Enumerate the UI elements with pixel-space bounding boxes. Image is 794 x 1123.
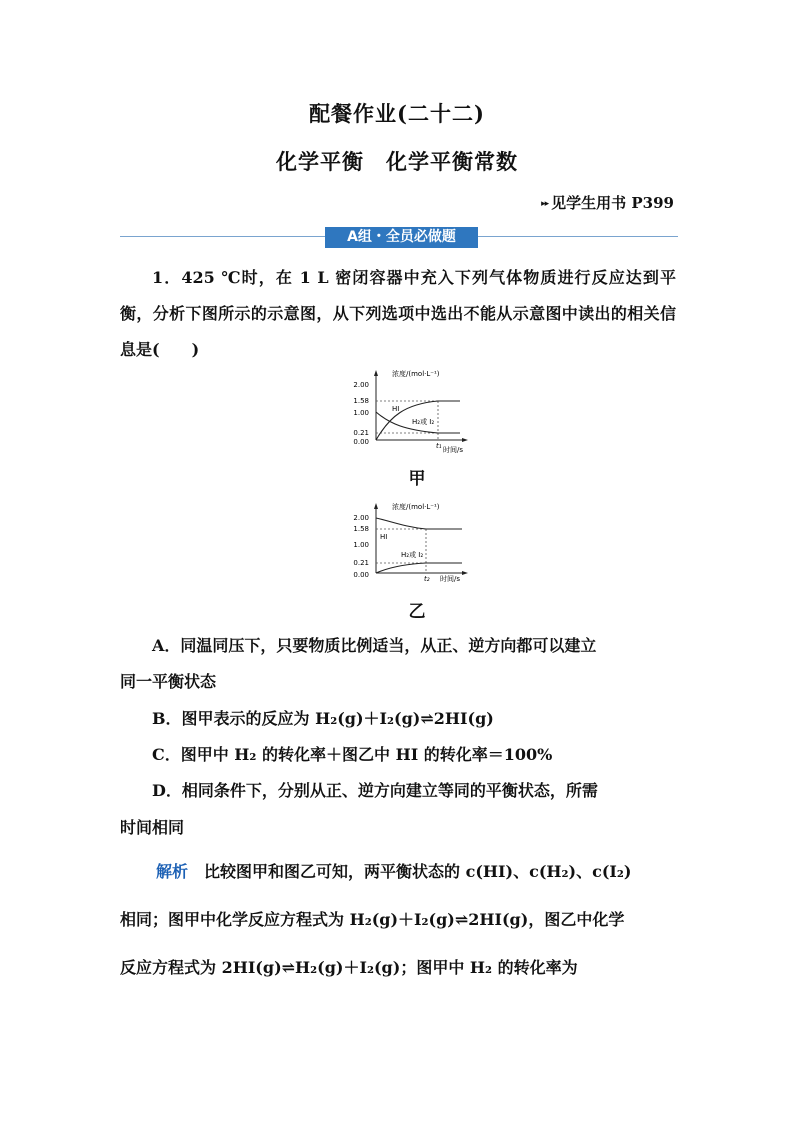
figure-b-xlabel: 时间/s (440, 575, 461, 583)
figure-a-chart (340, 366, 480, 458)
option-d-line2: 时间相同 (120, 818, 185, 837)
figure-b-hi-label: HI (380, 533, 388, 541)
option-a-line2: 同一平衡状态 (120, 672, 217, 691)
page-subtitle: 化学平衡 化学平衡常数 (276, 149, 518, 174)
option-b: B．图甲表示的反应为 H₂(g)＋I₂(g)⇌2HI(g) (152, 709, 494, 728)
figure-b-ytick: 1.00 (353, 541, 369, 549)
figure-b-ytick: 1.58 (353, 525, 369, 533)
figure-a-xlabel: 时间/s (443, 446, 464, 454)
option-c: C．图甲中 H₂ 的转化率＋图乙中 HI 的转化率＝100% (152, 745, 553, 764)
figure-a-h2-label: H₂或 I₂ (412, 418, 435, 426)
figure-b-ylabel: 浓度/(mol·L⁻¹) (392, 503, 440, 511)
solution-label: 解析 (156, 862, 189, 881)
solution-line3: 反应方程式为 2HI(g)⇌H₂(g)＋I₂(g)；图甲中 H₂ 的转化率为 (120, 958, 578, 977)
figure-a-ylabel: 浓度/(mol·L⁻¹) (392, 370, 440, 378)
solution-line2: 相同；图甲中化学反应方程式为 H₂(g)＋I₂(g)⇌2HI(g)，图乙中化学 (120, 910, 625, 929)
book-reference (541, 192, 674, 213)
section-band: A组・全员必做题 (325, 227, 478, 248)
figure-b-caption: 乙 (408, 602, 426, 622)
option-a-line1: A．同温同压下，只要物质比例适当，从正、逆方向都可以建立 (152, 636, 597, 655)
page-title: 配餐作业(二十二) (309, 101, 485, 126)
question-stem: 1．425 ℃时，在 1 L 密闭容器中充入下列气体物质进行反应达到平衡，分析下图所示的示意图，从下列选项中选出不能从示意图中读出的相关信息是( ) (120, 268, 676, 359)
figure-a-ytick: 2.00 (353, 381, 369, 389)
figure-b-t-label: t₂ (424, 575, 430, 583)
solution-text-1: 比较图甲和图乙可知，两平衡状态的 c(HI)、c(H₂)、c(I₂) (204, 862, 632, 881)
figure-b-chart (340, 499, 480, 591)
figure-a-caption: 甲 (408, 469, 426, 489)
book-reference-text: 见学生用书 P399 (551, 194, 674, 212)
figure-a-ytick: 0.21 (353, 429, 369, 437)
figure-b-ytick: 0.21 (353, 559, 369, 567)
double-arrow-icon: ▸▸ (541, 199, 549, 209)
figure-b-ytick: 0.00 (353, 571, 369, 579)
figure-a-hi-label: HI (392, 405, 400, 413)
figure-a-t-label: t₁ (436, 442, 442, 450)
solution-line1 (120, 852, 676, 892)
option-d-line1: D．相同条件下，分别从正、逆方向建立等同的平衡状态，所需 (152, 781, 598, 800)
figure-a-ytick: 1.00 (353, 409, 369, 417)
figure-a-ytick: 0.00 (353, 438, 369, 446)
figure-b-ytick: 2.00 (353, 514, 369, 522)
figure-a-ytick: 1.58 (353, 397, 369, 405)
figure-b-h2-label: H₂或 I₂ (401, 551, 424, 559)
